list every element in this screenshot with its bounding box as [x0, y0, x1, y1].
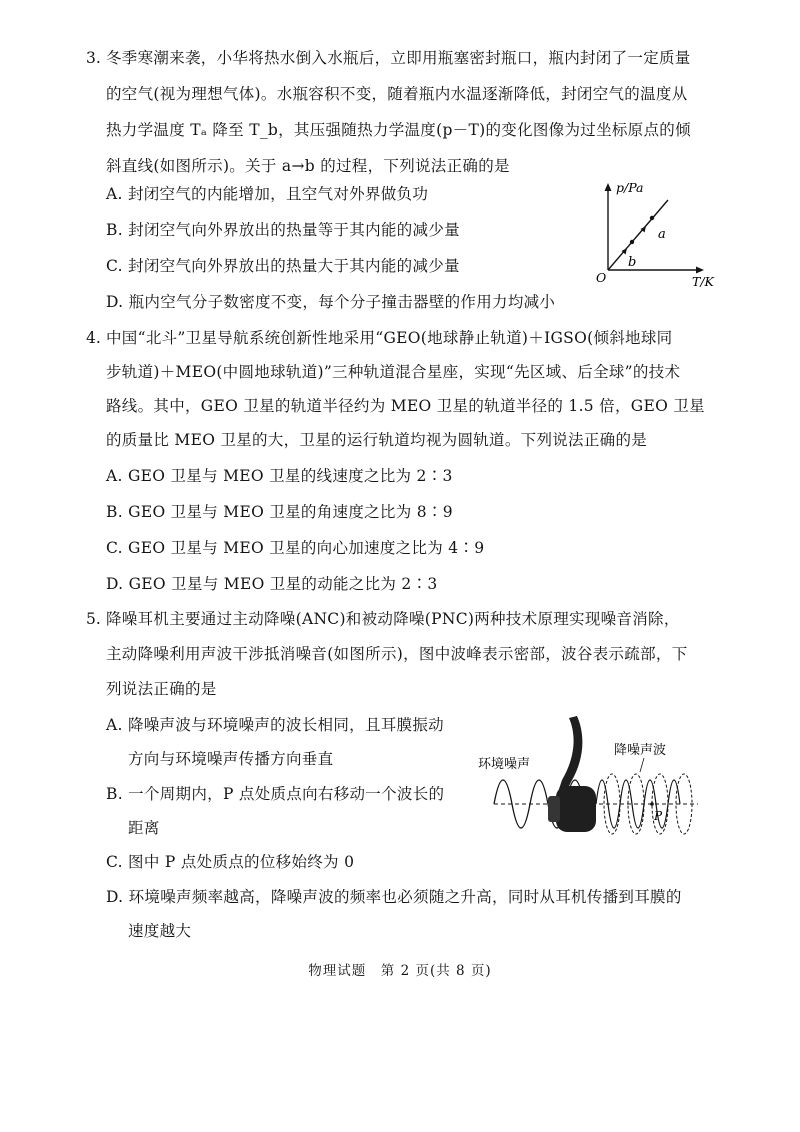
q3-stem-line-2: 的空气(视为理想气体)。水瓶容积不变，随着瓶内水温逐渐降低，封闭空气的温度从	[106, 85, 688, 103]
q3-stem-line-1: 冬季寒潮来袭，小华将热水倒入水瓶后，立即用瓶塞密封瓶口，瓶内封闭了一定质量	[106, 49, 691, 67]
q5-option-b-line-1: B. 一个周期内，P 点处质点向右移动一个波长的	[106, 785, 445, 803]
q5-stem-line-2: 主动降噪利用声波干涉抵消噪音(如图所示)，图中波峰表示密部，波谷表示疏部，下	[106, 645, 688, 663]
q4-stem-line-1: 中国“北斗”卫星导航系统创新性地采用“GEO(地球静止轨道)＋IGSO(倾斜地球同	[106, 329, 673, 347]
q3-option-d: D. 瓶内空气分子数密度不变，每个分子撞击器壁的作用力均减小	[106, 293, 556, 311]
q5-option-b-line-2: 距离	[128, 819, 160, 837]
q3-pt-graph	[588, 178, 718, 290]
q4-option-d: D. GEO 卫星与 MEO 卫星的动能之比为 2∶3	[106, 575, 438, 593]
q3-x-axis-label: T/K	[692, 274, 714, 289]
q5-env-noise-label: 环境噪声	[478, 757, 531, 772]
q5-stem-line-3: 列说法正确的是	[106, 680, 217, 698]
q4-number: 4.	[86, 329, 101, 347]
q4-option-b: B. GEO 卫星与 MEO 卫星的角速度之比为 8∶9	[106, 503, 453, 521]
q5-number: 5.	[86, 610, 101, 628]
q3-y-axis-label: p/Pa	[616, 180, 644, 195]
q3-stem-line-4: 斜直线(如图所示)。关于 a→b 的过程，下列说法正确的是	[106, 157, 510, 175]
q3-option-b: B. 封闭空气向外界放出的热量等于其内能的减少量	[106, 221, 460, 239]
q3-option-a: A. 封闭空气的内能增加，且空气对外界做负功	[106, 185, 429, 203]
q5-option-d-line-1: D. 环境噪声频率越高，降噪声波的频率也必须随之升高，同时从耳机传播到耳膜的	[106, 888, 682, 906]
q4-option-a: A. GEO 卫星与 MEO 卫星的线速度之比为 2∶3	[106, 467, 453, 485]
q5-stem-line-1: 降噪耳机主要通过主动降噪(ANC)和被动降噪(PNC)两种技术原理实现噪音消除，	[106, 610, 680, 628]
headphone-earcup	[556, 786, 596, 832]
q3-point-b-label: b	[628, 255, 637, 270]
q5-option-c: C. 图中 P 点处质点的位移始终为 0	[106, 853, 355, 871]
q5-point-p-label: P	[654, 809, 663, 823]
q3-point-a-label: a	[658, 227, 666, 242]
q4-option-c: C. GEO 卫星与 MEO 卫星的向心加速度之比为 4∶9	[106, 539, 485, 557]
q3-origin-label: O	[596, 270, 607, 285]
q5-headphone-wave-figure	[476, 706, 700, 856]
q4-stem-line-2: 步轨道)＋MEO(中圆地球轨道)”三种轨道混合星座，实现“先区域、后全球”的技术	[106, 363, 681, 381]
q4-stem-line-3: 路线。其中，GEO 卫星的轨道半径约为 MEO 卫星的轨道半径的 1.5 倍，GEO 卫星	[106, 397, 705, 415]
point-p	[650, 802, 654, 806]
q5-option-d-line-2: 速度越大	[128, 922, 192, 940]
q5-option-a-line-2: 方向与环境噪声传播方向垂直	[128, 750, 334, 768]
q4-stem-line-4: 的质量比 MEO 卫星的大，卫星的运行轨道均视为圆轨道。下列说法正确的是	[106, 431, 648, 449]
q3-number: 3.	[86, 49, 101, 67]
q5-option-a-line-1: A. 降噪声波与环境噪声的波长相同，且耳膜振动	[106, 716, 444, 734]
q3-stem-line-3: 热力学温度 Tₐ 降至 T_b，其压强随热力学温度(p－T)的变化图像为过坐标原点的倾	[106, 121, 691, 139]
q3-option-c: C. 封闭空气向外界放出的热量大于其内能的减少量	[106, 257, 460, 275]
q5-anti-noise-label: 降噪声波	[614, 743, 667, 758]
page-footer: 物理试题 第 2 页(共 8 页)	[308, 963, 492, 979]
